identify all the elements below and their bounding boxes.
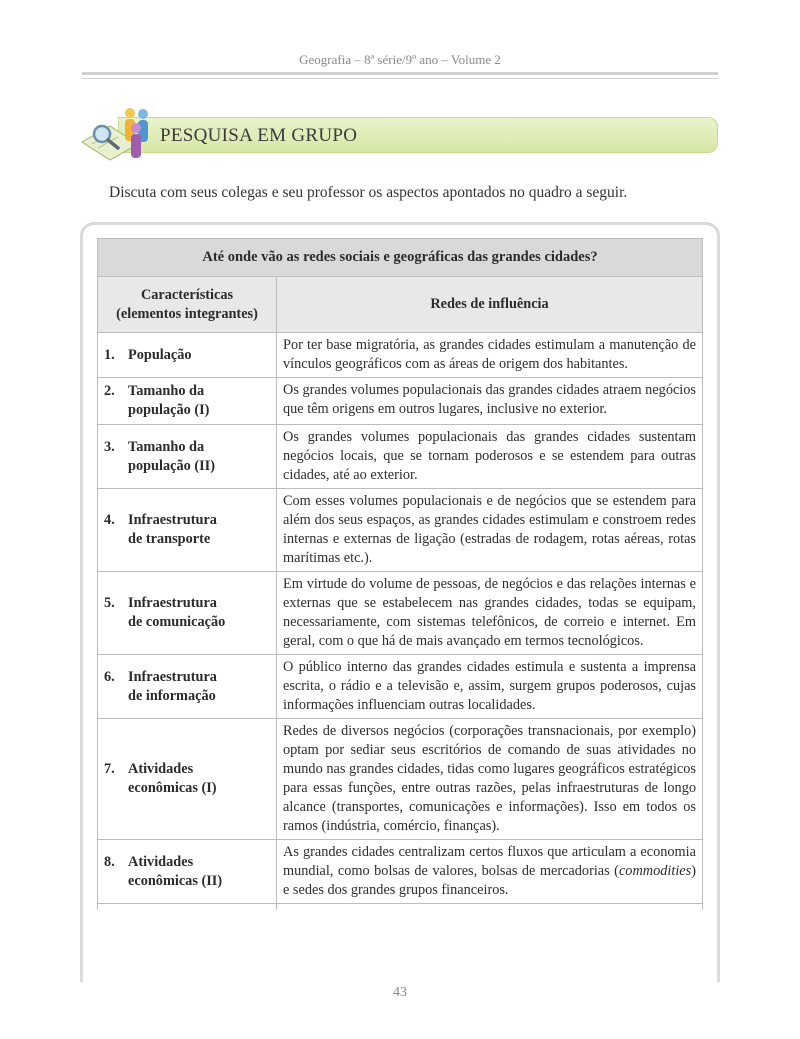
row-label: econômicas (II)	[128, 872, 223, 889]
row-description: O público interno das grandes cidades estimula e sustenta a imprensa escrita, o rádio e a televisão e, assim, surgem grupos poderosos, cujas informações influenciam outras localidades.	[277, 655, 703, 719]
header-rule-thin	[82, 78, 718, 79]
row-number: 7.	[104, 761, 115, 777]
row-number: 3.	[104, 438, 115, 455]
group-research-icon	[80, 104, 162, 162]
header-rule	[82, 72, 718, 75]
table-row	[98, 425, 703, 489]
row-label: Tamanho da	[128, 438, 205, 455]
row-label: Atividades	[128, 853, 194, 870]
row-label: Infraestrutura	[128, 668, 217, 685]
row-number: 2.	[104, 383, 115, 399]
section-title: PESQUISA EM GRUPO	[160, 125, 358, 146]
row-number: 8.	[104, 853, 115, 870]
row-label: Tamanho da	[128, 383, 205, 399]
table-row-cut	[98, 904, 703, 911]
column-header-influence: Redes de influência	[277, 277, 703, 333]
row-label: de comunicação	[128, 614, 226, 630]
row-number: 4.	[104, 512, 115, 528]
row-label: econômicas (I)	[128, 780, 217, 796]
row-description: Redes de diversos negócios (corporações transnacionais, por exemplo) optam por sediar seus escritórios de comando de suas atividades no mundo nas grandes cidades, tidas como lugares geográficos estratégicos para essas funções, entre outras razões, pelas infraestruturas de longo alcance (transportes, comunicações e informações). Isso em todos os ramos (indústria, comércio, finanças).	[277, 719, 703, 840]
table-row	[98, 378, 703, 425]
row-label: população (II)	[128, 457, 215, 474]
row-text: ) e sedes dos grandes grupos financeiros.	[283, 863, 696, 898]
row-description: Os grandes volumes populacionais das grandes cidades atraem negócios que têm origens em outros lugares, inclusive no exterior.	[277, 378, 703, 425]
table-row	[98, 840, 703, 904]
table-title: Até onde vão as redes sociais e geográficas das grandes cidades?	[98, 239, 703, 277]
page-number: 43	[393, 985, 407, 1000]
table-row	[98, 333, 703, 378]
row-label: Atividades	[128, 761, 194, 777]
row-number: 6.	[104, 668, 115, 685]
table-row	[98, 719, 703, 840]
influence-table	[97, 238, 703, 910]
table-row	[98, 489, 703, 572]
row-text: As grandes cidades centralizam certos fluxos que articulam a economia mundial, como bolsas de valores, bolsas de mercadorias (	[283, 844, 696, 879]
row-label: de transporte	[128, 531, 211, 547]
column-header-line: Características	[140, 286, 234, 303]
row-description: Por ter base migratória, as grandes cidades estimulam a manutenção de vínculos geográficos com as áreas de origem dos habitantes.	[277, 333, 703, 378]
row-text-italic: commodities	[618, 863, 692, 879]
running-head: Geografia – 8ª série/9º ano – Volume 2	[299, 52, 501, 67]
row-label: de informação	[128, 687, 216, 704]
instruction-text: Discuta com seus colegas e seu professor os aspectos apontados no quadro a seguir.	[109, 184, 628, 201]
row-number: 1.	[104, 346, 115, 363]
row-description: Os grandes volumes populacionais das grandes cidades sustentam negócios locais, que se tornam poderosos e se estendem para outras cidades, até ao exterior.	[277, 425, 703, 489]
row-label: população (I)	[128, 402, 210, 418]
row-number: 5.	[104, 595, 115, 611]
row-description	[277, 840, 703, 904]
column-header-line: (elementos integrantes)	[116, 305, 258, 322]
table-row	[98, 572, 703, 655]
table-row	[98, 655, 703, 719]
row-label: Infraestrutura	[128, 512, 217, 528]
column-header-characteristics	[98, 277, 277, 333]
row-description: Com esses volumes populacionais e de negócios que se estendem para além dos seus espaços, as grandes cidades estimulam e constroem redes internas e externas de ligação (estradas de rodagem, rotas aéreas, rotas marítimas etc.).	[277, 489, 703, 572]
row-label: Infraestrutura	[128, 595, 217, 611]
row-label: População	[128, 346, 192, 363]
row-description: Em virtude do volume de pessoas, de negócios e das relações internas e externas que se estabelecem nas grandes cidades, todas se equipam, necessariamente, com sistemas telefônicos, de correio e internet. Em geral, com o que há de mais avançado em termos tecnológicos.	[277, 572, 703, 655]
